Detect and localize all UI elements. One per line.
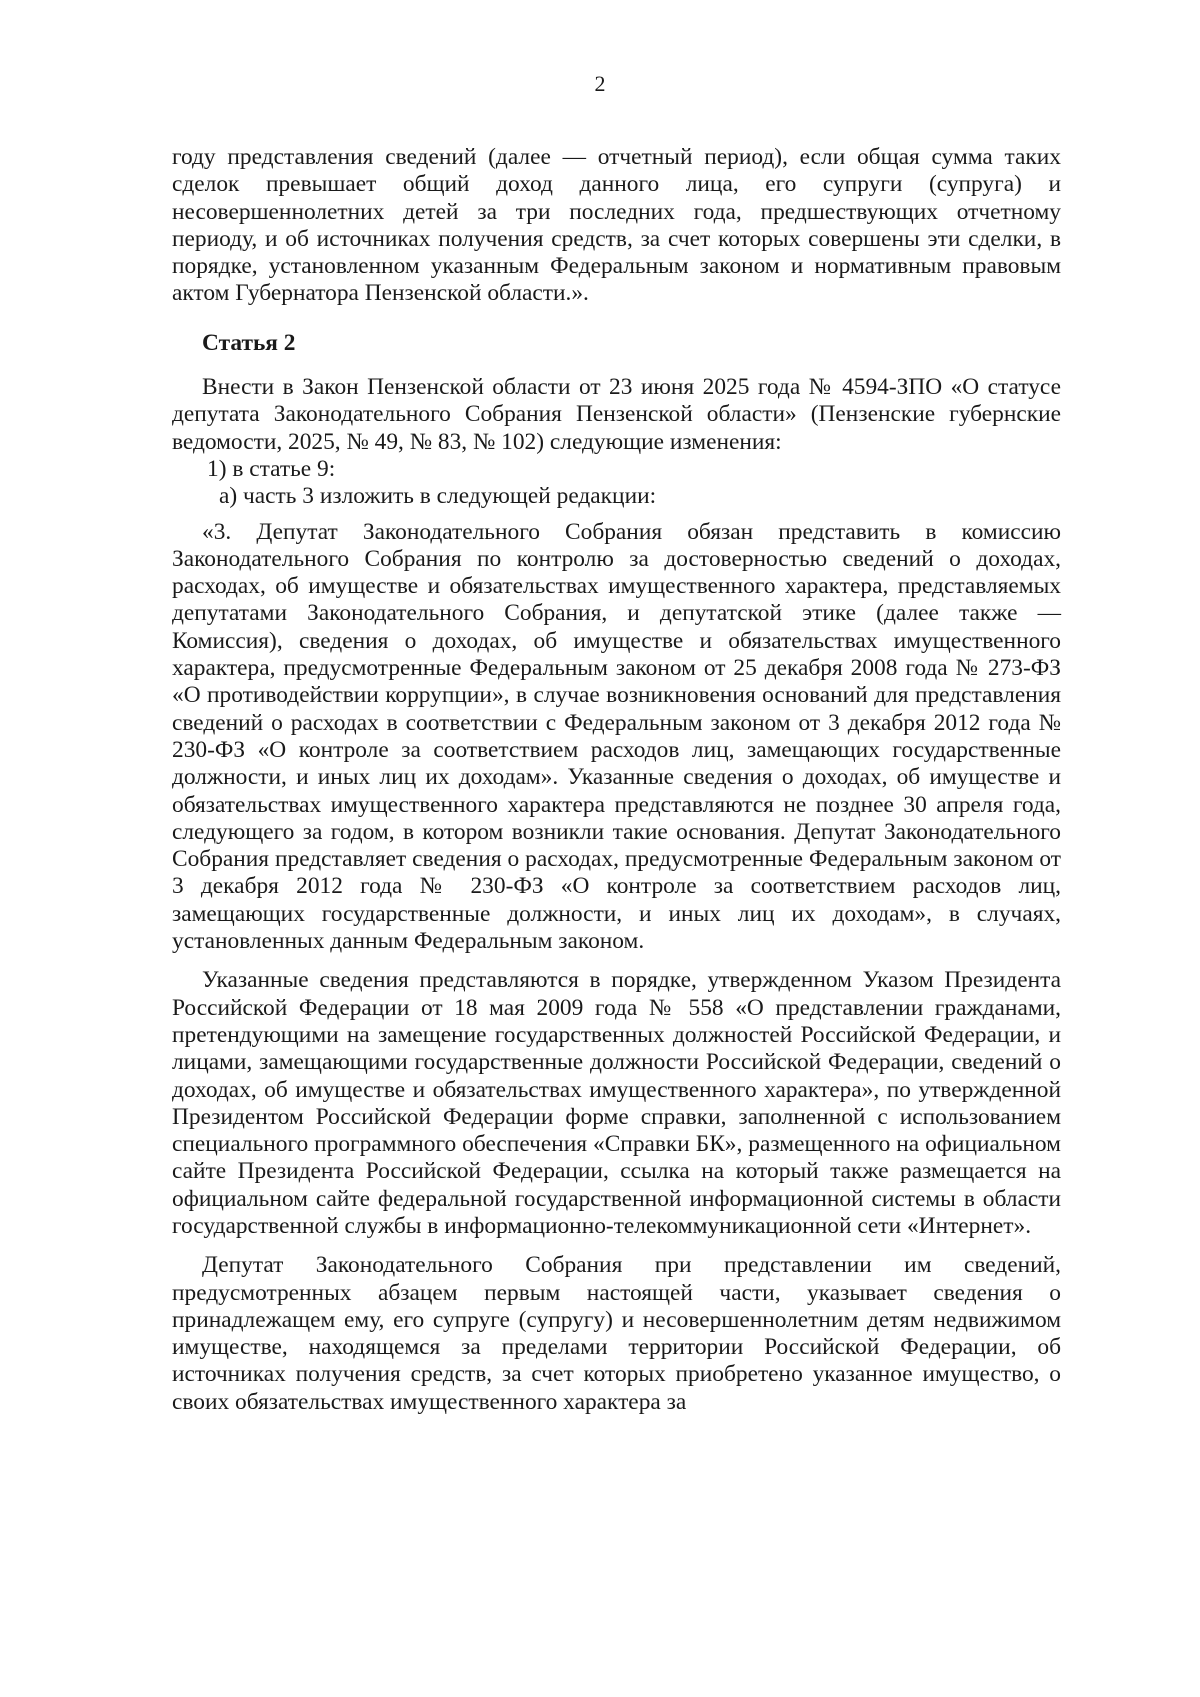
part-3-paragraph-3: Депутат Законодательного Собрания при представлении им сведений, предусмотренных абзацем первым настоящей части, указывает сведения о принадлежащем ему, его супруге (супругу) и несовершеннолетним детям недвижимом имуществе, находящемся за пределами территории Российской Федерации, об источниках получения средств, за счет которых приобретено указанное имущество, о своих обязательствах имущественного характера за	[172, 1252, 1061, 1415]
part-3-paragraph-1: «3. Депутат Законодательного Собрания обязан представить в комиссию Законодательного Собрания по контролю за достоверностью сведений о доходах, расходах, об имуществе и обязательствах имущественного характера, представляемых депутатами Законодательного Собрания, и депутатской этике (далее также — Комиссия), сведения о доходах, об имуществе и обязательствах имущественного характера, предусмотренные Федеральным законом от 25 декабря 2008 года № 273-ФЗ «О противодействии коррупции», в случае возникновения оснований для представления сведений о расходах в соответствии с Федеральным законом от 3 декабря 2012 года № 230-ФЗ «О контроле за соответствием расходов лиц, замещающих государственные должности, и иных лиц их доходам». Указанные сведения о доходах, об имуществе и обязательствах имущественного характера представляются не позднее 30 апреля года, следующего за годом, в котором возникли такие основания. Депутат Законодательного Собрания представляет сведения о расходах, предусмотренные Федеральным законом от 3 декабря 2012 года № 230-ФЗ «О контроле за соответствием расходов лиц, замещающих государственные должности, и иных лиц их доходам», в случаях, установленных данным Федеральным законом.	[172, 518, 1061, 955]
part-3-paragraph-2: Указанные сведения представляются в порядке, утвержденном Указом Президента Российской Федерации от 18 мая 2009 года № 558 «О представлении гражданами, претендующими на замещение государственных должностей Российской Федерации, и лицами, замещающими государственные должности Российской Федерации, сведений о доходах, об имуществе и обязательствах имущественного характера», по утвержденной Президентом Российской Федерации форме справки, заполненной с использованием специального программного обеспечения «Справки БК», размещенного на официальном сайте Президента Российской Федерации, ссылка на который также размещается на официальном сайте федеральной государственной информационной системы в области государственной службы в информационно-телекоммуникационной сети «Интернет».	[172, 967, 1061, 1239]
article-2-heading: Статья 2	[202, 329, 296, 356]
paragraph-continuation: году представления сведений (далее — отчетный период), если общая сумма таких сделок превышает общий доход данного лица, его супруги (супруга) и несовершеннолетних детей за три последних года, предшествующих отчетному периоду, и об источниках получения средств, за счет которых совершены эти сделки, в порядке, установленном указанным Федеральным законом и нормативным правовым актом Губернатора Пензенской области.».	[172, 144, 1061, 307]
list-item-1a: а) часть 3 изложить в следующей редакции:	[219, 483, 657, 510]
page-number: 2	[594, 71, 606, 96]
list-item-1: 1) в статье 9:	[207, 455, 336, 482]
article-2-intro: Внести в Закон Пензенской области от 23 июня 2025 года № 4594-ЗПО «О статусе депутата Законодательного Собрания Пензенской области» (Пензенские губернские ведомости, 2025, № 49, № 83, № 102) следующие изменения:	[172, 374, 1061, 455]
document-body	[172, 144, 1061, 1416]
